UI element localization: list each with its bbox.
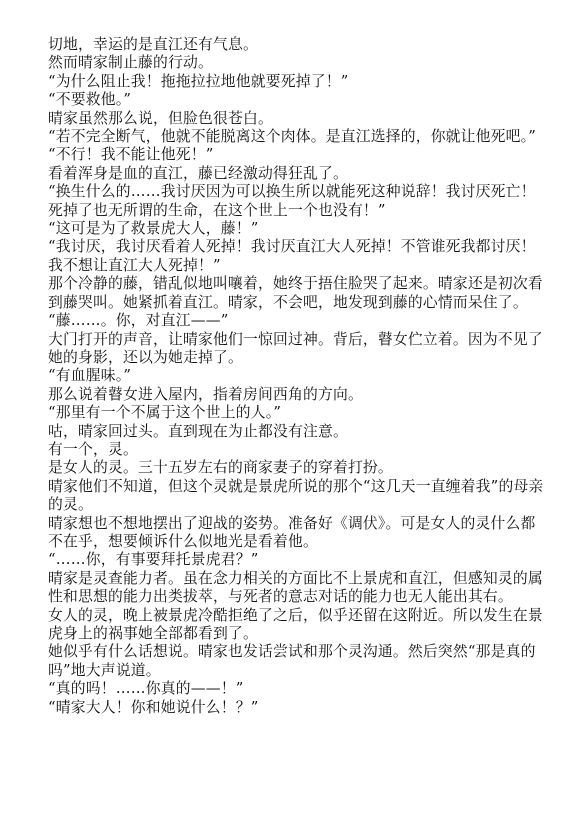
paragraph-8: 看着浑身是血的直江，藤已经激动得狂乱了。 xyxy=(48,164,348,182)
paragraph-13: “藤……。你，对直江——” xyxy=(48,312,229,330)
paragraph-9: “换生什么的……我讨厌因为可以换生所以就能死这种说辞！我讨厌死亡！死掉了也无所谓的生命，在这个世上一个也没有！” xyxy=(48,183,536,219)
paragraph-10: “这可是为了救景虎大人，藤！” xyxy=(48,220,259,238)
paragraph-7: “不行！我不能让他死！” xyxy=(48,146,214,164)
paragraph-24: 晴家是灵查能力者。虽在念力相关的方面比不上景虎和直江，但感知灵的属性和思想的能力出类拔萃，与死者的意志对话的能力也无人能出其右。 xyxy=(48,569,543,606)
paragraph-11: “我讨厌，我讨厌看着人死掉！我讨厌直江大人死掉！不管谁死我都讨厌！我不想让直江大人死掉！” xyxy=(48,238,536,274)
paragraph-6: “若不完全断气，他就不能脱离这个肉体。是直江选择的，你就让他死吧。” xyxy=(48,128,537,146)
paragraph-12: 那个冷静的藤，错乱似地叫嚷着，她终于捂住脸哭了起来。晴家还是初次看到藤哭叫。她紧抓着直江。晴家，不会吧，地发现到藤的心情而呆住了。 xyxy=(48,275,543,311)
paragraph-4: “不要救他。” xyxy=(48,91,132,109)
paragraph-27: “真的吗！……你真的——！” xyxy=(48,680,244,698)
paragraph-17: “那里有一个不属于这个世上的人。” xyxy=(48,404,282,422)
paragraph-21: 晴家他们不知道，但这个灵就是景虎所说的那个“这几天一直缠着我”的母亲的灵。 xyxy=(48,477,544,514)
paragraph-14: 大门打开的声音，让晴家他们一惊回过神。背后，瞽女伫立着。因为不见了她的身影，还以为她走掉了。 xyxy=(48,330,543,366)
paragraph-5: 晴家虽然那么说，但脸色很苍白。 xyxy=(48,109,273,127)
paragraph-26: 她似乎有什么话想说。晴家也发话尝试和那个灵沟通。然后突然“那是真的吗”地大声说道。 xyxy=(48,643,536,679)
paragraph-28: “晴家大人！你和她说什么！？” xyxy=(48,698,259,716)
paragraph-20: 是女人的灵。三十五岁左右的商家妻子的穿着打扮。 xyxy=(48,459,393,477)
paragraph-15: “有血腥味。” xyxy=(48,367,132,385)
paragraph-22: 晴家想也不想地摆出了迎战的姿势。准备好《调伏》。可是女人的灵什么都不在乎，想要倾诉什么似地光是看着他。 xyxy=(48,514,536,550)
paragraph-23: “……你，有事要拜托景虎君？” xyxy=(48,551,259,569)
paragraph-3: “为什么阻止我！拖拖拉拉地他就要死掉了！” xyxy=(48,72,349,90)
paragraph-1: 切地，幸运的是直江还有气息。 xyxy=(48,36,258,53)
paragraph-19: 有一个，灵。 xyxy=(48,440,138,458)
paragraph-16: 那么说着瞽女进入屋内，指着房间西角的方向。 xyxy=(48,385,363,403)
paragraph-18: 咕，晴家回过头。直到现在为止都没有注意。 xyxy=(48,422,348,440)
paragraph-25: 女人的灵，晚上被景虎冷酷拒绝了之后，似乎还留在这附近。所以发生在景虎身上的祸事她全部都看到了。 xyxy=(48,606,543,642)
paragraph-2: 然而晴家制止藤的行动。 xyxy=(48,54,213,72)
